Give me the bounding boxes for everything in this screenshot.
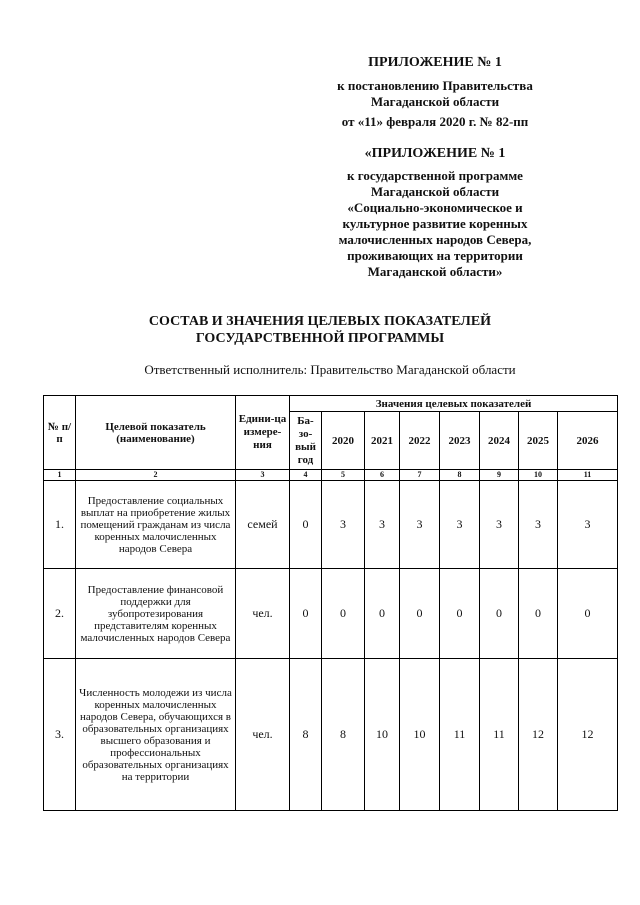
col-header-values-group: Значения целевых показателей [290, 396, 618, 412]
unit-cell: чел. [236, 659, 290, 811]
base-value: 8 [290, 659, 322, 811]
unit-cell: чел. [236, 569, 290, 659]
column-number: 4 [290, 470, 322, 481]
row-number: 1. [44, 481, 76, 569]
col-header-indicator: Целевой показатель (наименование) [76, 396, 236, 470]
year-value: 3 [322, 481, 365, 569]
decree-line: к постановлению Правительства [337, 78, 533, 93]
decree-reference [300, 78, 570, 130]
year-value: 0 [558, 569, 618, 659]
year-value: 0 [322, 569, 365, 659]
indicator-name: Предоставление социальных выплат на приобретение жилых помещений гражданам из числа коренных малочисленных народов Севера [76, 481, 236, 569]
year-value: 11 [480, 659, 519, 811]
base-value: 0 [290, 569, 322, 659]
year-value: 10 [400, 659, 440, 811]
col-header-unit: Едини-ца измере-ния [236, 396, 290, 470]
column-number: 11 [558, 470, 618, 481]
col-header-year: 2022 [400, 412, 440, 470]
col-header-year: 2025 [519, 412, 558, 470]
year-value: 12 [519, 659, 558, 811]
year-value: 12 [558, 659, 618, 811]
table-row [44, 569, 618, 659]
column-number: 5 [322, 470, 365, 481]
title-line: СОСТАВ И ЗНАЧЕНИЯ ЦЕЛЕВЫХ ПОКАЗАТЕЛЕЙ [148, 314, 492, 329]
year-value: 3 [440, 481, 480, 569]
program-line: Магаданской области [370, 184, 500, 199]
program-reference [300, 168, 570, 280]
appendix-title: ПРИЛОЖЕНИЕ № 1 [368, 55, 502, 70]
year-value: 3 [480, 481, 519, 569]
program-line: «Социально-экономическое и [347, 200, 523, 215]
indicator-name: Предоставление финансовой поддержки для зубопротезирования представителям коренных малочисленных народов Севера [76, 569, 236, 659]
column-number: 10 [519, 470, 558, 481]
program-line: малочисленных народов Севера, [338, 232, 532, 247]
indicators-table [43, 395, 618, 811]
year-value: 3 [519, 481, 558, 569]
year-value: 0 [519, 569, 558, 659]
year-value: 8 [322, 659, 365, 811]
table-row [44, 481, 618, 569]
year-value: 3 [365, 481, 400, 569]
col-header-year: 2024 [480, 412, 519, 470]
title-line: ГОСУДАРСТВЕННОЙ ПРОГРАММЫ [195, 331, 445, 346]
col-header-year: 2020 [322, 412, 365, 470]
decree-line: от «11» февраля 2020 г. № 82-пп [341, 114, 529, 129]
year-value: 0 [440, 569, 480, 659]
column-number: 6 [365, 470, 400, 481]
program-appendix-title: «ПРИЛОЖЕНИЕ № 1 [364, 146, 506, 161]
program-line: к государственной программе [347, 168, 523, 183]
column-number: 7 [400, 470, 440, 481]
row-number: 2. [44, 569, 76, 659]
program-line: Магаданской области» [367, 264, 503, 279]
col-header-no: № п/п [44, 396, 76, 470]
document-title [60, 313, 580, 347]
column-numbers-row [44, 470, 618, 481]
col-header-year: 2021 [365, 412, 400, 470]
base-value: 0 [290, 481, 322, 569]
year-value: 0 [480, 569, 519, 659]
year-value: 10 [365, 659, 400, 811]
column-number: 3 [236, 470, 290, 481]
program-line: культурное развитие коренных [342, 216, 528, 231]
year-value: 0 [400, 569, 440, 659]
year-value: 3 [558, 481, 618, 569]
column-number: 1 [44, 470, 76, 481]
year-value: 3 [400, 481, 440, 569]
header-row [44, 396, 618, 412]
column-number: 2 [76, 470, 236, 481]
decree-line: Магаданской области [370, 94, 500, 109]
column-number: 8 [440, 470, 480, 481]
col-header-year: 2026 [558, 412, 618, 470]
row-number: 3. [44, 659, 76, 811]
column-number: 9 [480, 470, 519, 481]
unit-cell: семей [236, 481, 290, 569]
year-value: 11 [440, 659, 480, 811]
year-value: 0 [365, 569, 400, 659]
col-header-year: 2023 [440, 412, 480, 470]
col-header-base-year: Ба-зо-вый год [290, 412, 322, 470]
program-line: проживающих на территории [347, 248, 523, 263]
table-row [44, 659, 618, 811]
responsible-executor: Ответственный исполнитель: Правительство Магаданской области [144, 362, 516, 377]
indicator-name: Численность молодежи из числа коренных малочисленных народов Севера, обучающихся в образовательных организациях высшего образования и профессиональных образовательных организациях на территории [76, 659, 236, 811]
